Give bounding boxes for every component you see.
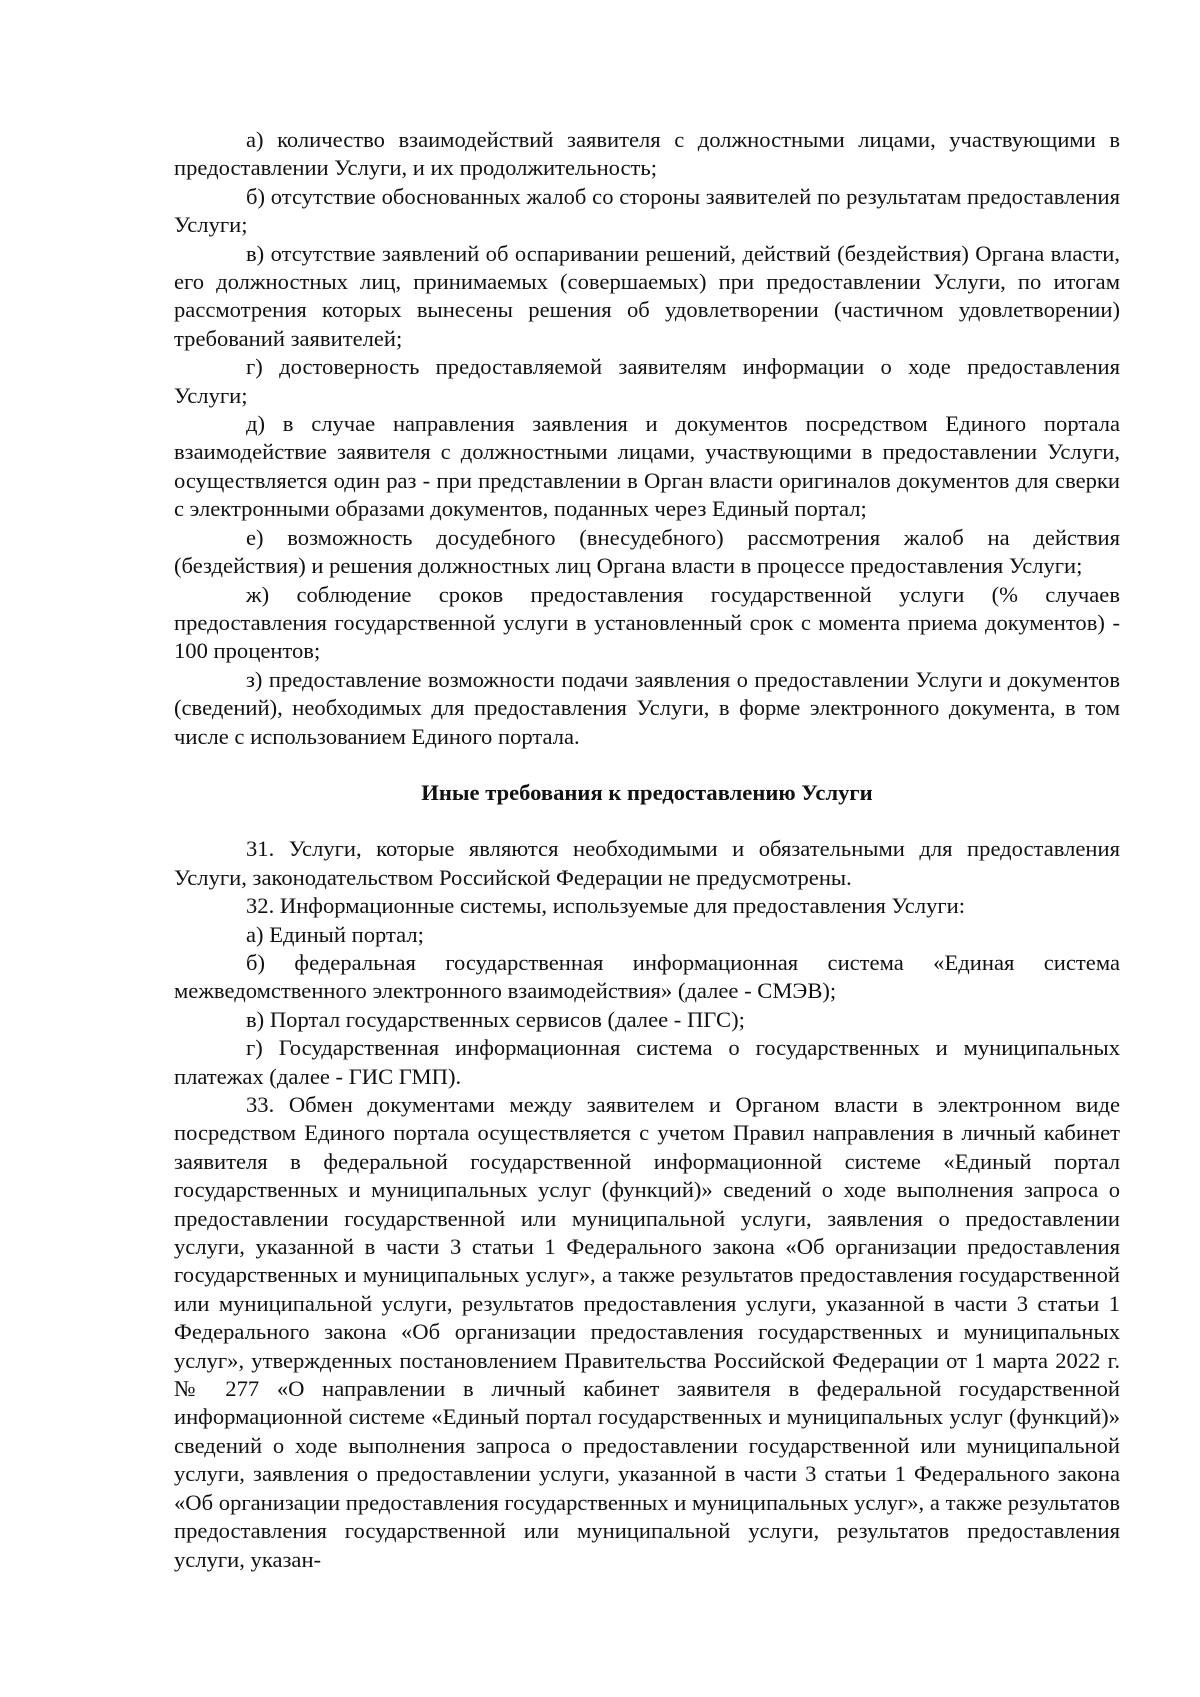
info-system-v: в) Портал государственных сервисов (далее - ПГС);	[246, 1006, 745, 1032]
info-system-b: б) федеральная государственная информационная система «Единая система межведомственного электронного взаимодействия» (далее - СМЭВ);	[174, 949, 1120, 1004]
criterion-a: а) количество взаимодействий заявителя с должностными лицами, участвующими в предоставлении Услуги, и их продолжительность;	[174, 127, 1120, 181]
criterion-d: д) в случае направления заявления и документов посредством Единого портала взаимодействие заявителя с должностными лицами, участвующими в предоставлении Услуги, осуществляется один раз - при представлении в Орган власти оригиналов документов для сверки с электронными образами документов, поданных через Единый портал;	[174, 411, 1120, 522]
criterion-b: б) отсутствие обоснованных жалоб со стороны заявителей по результатам предоставления Услуги;	[174, 183, 1120, 238]
criterion-z: з) предоставление возможности подачи заявления о предоставлении Услуги и документов (сведений), необходимых для предоставления Услуги, в форме электронного документа, в том числе с использованием Единого портала.	[174, 666, 1120, 749]
info-system-a: а) Единый портал;	[246, 921, 424, 947]
criterion-v: в) отсутствие заявлений об оспаривании решений, действий (бездействия) Органа власти, его должностных лиц, принимаемых (совершаемых) при предоставлении Услуги, по итогам рассмотрения которых вынесены решения об удовлетворении (частичном удовлетворении) требований заявителей;	[174, 240, 1120, 351]
document-body	[174, 126, 1120, 1574]
paragraph-32: 32. Информационные системы, используемые для предоставления Услуги:	[246, 893, 966, 919]
criterion-zh: ж) соблюдение сроков предоставления государственной услуги (% случаев предоставления государственной услуги в установленный срок с момента приема документов) - 100 процентов;	[174, 581, 1120, 664]
info-system-g: г) Государственная информационная система о государственных и муниципальных платежах (далее - ГИС ГМП).	[174, 1035, 1120, 1089]
criterion-e: е) возможность досудебного (внесудебного) рассмотрения жалоб на действия (бездействия) и решения должностных лиц Органа власти в процессе предоставления Услуги;	[174, 524, 1120, 579]
paragraph-33: 33. Обмен документами между заявителем и Органом власти в электронном виде посредством Единого портала осуществляется с учетом Правил направления в личный кабинет заявителя в федеральной государственной информационной системе «Единый портал государственных и муниципальных услуг (функций)» сведений о ходе выполнения запроса о предоставлении государственной или муниципальной услуги, заявления о предоставлении услуги, указанной в части 3 статьи 1 Федерального закона «Об организации предоставления государственных и муниципальных услуг», а также результатов предоставления государственной или муниципальной услуги, результатов предоставления услуги, указанной в части 3 статьи 1 Федерального закона «Об организации предоставления государственных и муниципальных услуг», утвержденных постановлением Правительства Российской Федерации от 1 марта 2022 г. № 277 «О направлении в личный кабинет заявителя в федеральной государственной информационной системе «Единый портал государственных и муниципальных услуг (функций)» сведений о ходе выполнения запроса о предоставлении государственной или муниципальной услуги, заявления о предоставлении услуги, указанной в части 3 статьи 1 Федерального закона «Об организации предоставления государственных и муниципальных услуг», а также результатов предоставления государственной или муниципальной услуги, результатов предоставления услуги, указан-	[174, 1092, 1120, 1572]
section-heading: Иные требования к предоставлению Услуги	[421, 779, 873, 805]
criterion-g: г) достоверность предоставляемой заявителям информации о ходе предоставления Услуги;	[174, 354, 1120, 408]
paragraph-31: 31. Услуги, которые являются необходимыми и обязательными для предоставления Услуги, законодательством Российской Федерации не предусмотрены.	[174, 836, 1120, 890]
